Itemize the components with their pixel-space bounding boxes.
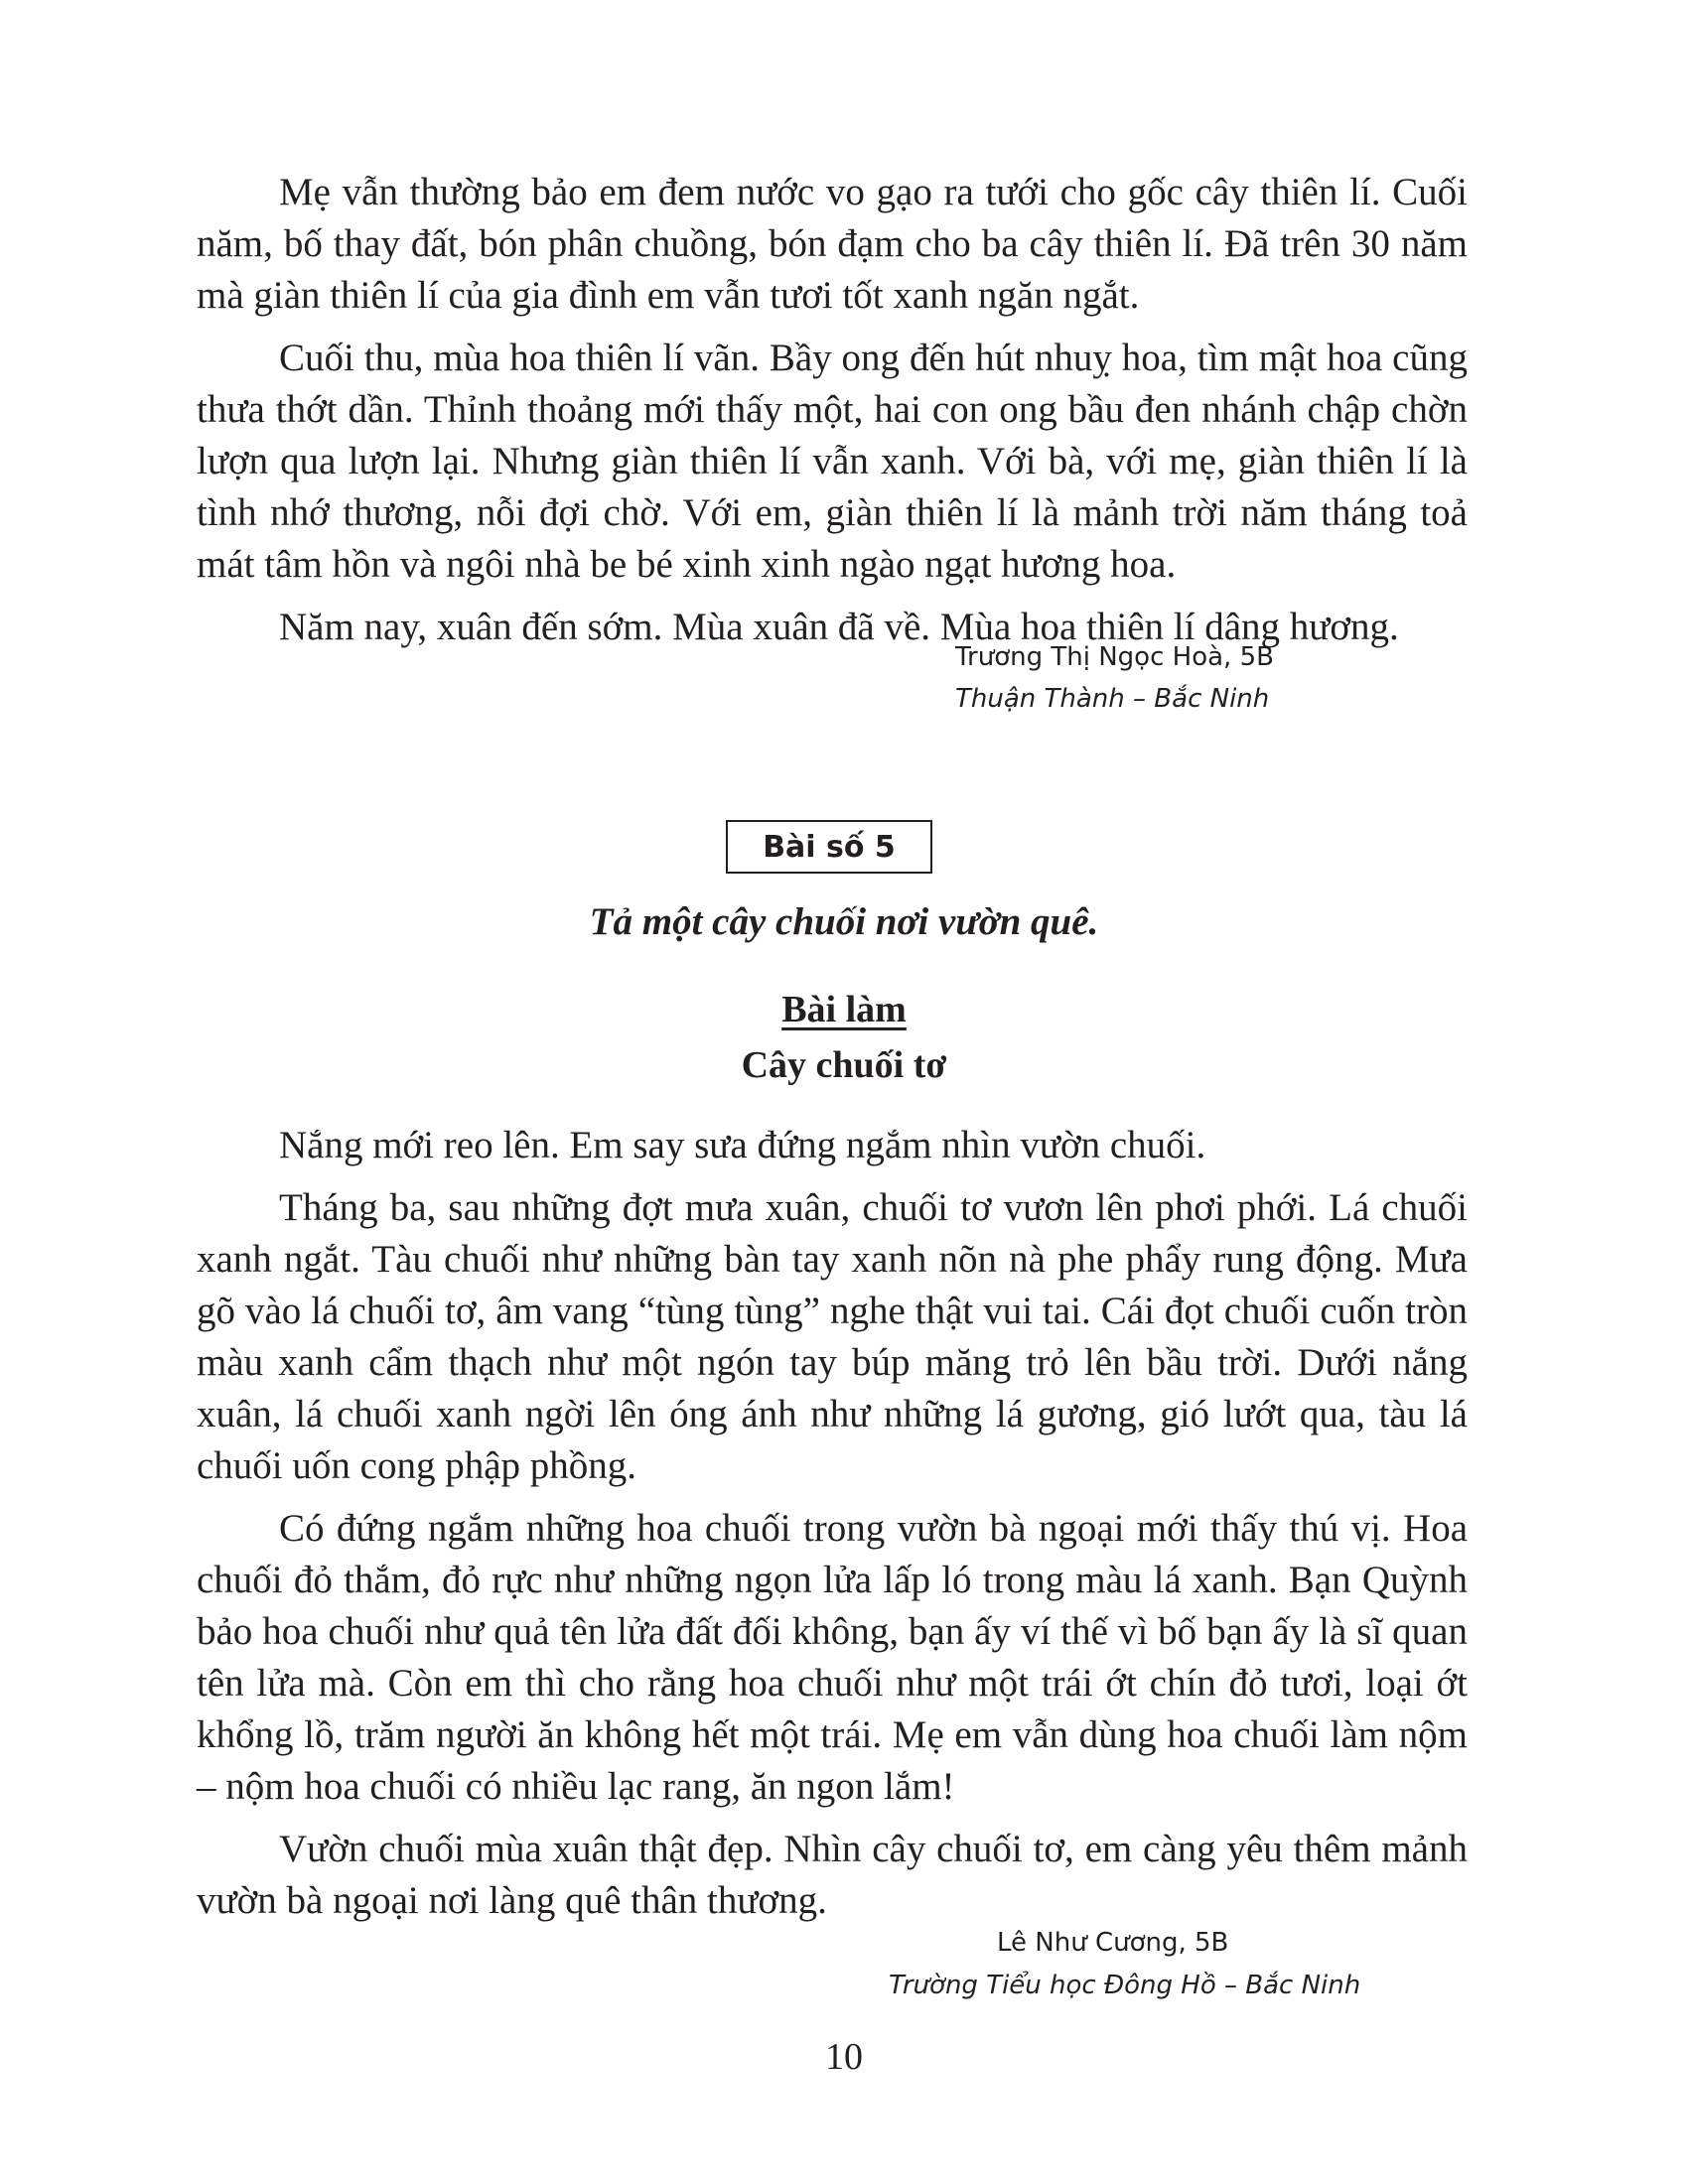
essay-2-paragraph: Có đứng ngắm những hoa chuối trong vườn bà ngoại mới thấy thú vị. Hoa chuối đỏ thắm, đỏ rực như những ngọn lửa lấp ló trong màu lá xanh. Bạn Quỳnh bảo hoa chuối như quả tên lửa đất đối không, bạn ấy ví thế vì bố bạn ấy là sĩ quan tên lửa mà. Còn em thì cho rằng hoa chuối như một trái ớt chín đỏ tươi, loại ớt khổng lồ, trăm người ăn không hết một trái. Mẹ em vẫn dùng hoa chuối làm nộm – nộm hoa chuối có nhiều lạc rang, ăn ngon lắm! <box>197 1507 1468 1808</box>
essay-1-author: Trương Thị Ngọc Hoà, 5B <box>955 642 1274 672</box>
essay-2-author: Lê Như Cương, 5B <box>997 1928 1229 1958</box>
essay-1-location: Thuận Thành – Bắc Ninh <box>955 684 1270 714</box>
exercise-label-box <box>726 820 932 874</box>
essay-1-body <box>197 167 1468 664</box>
essay-2-paragraph: Vườn chuối mùa xuân thật đẹp. Nhìn cây chuối tơ, em càng yêu thêm mảnh vườn bà ngoại nơi làng quê thân thương. <box>197 1828 1468 1922</box>
essay-1-paragraph: Năm nay, xuân đến sớm. Mùa xuân đã về. Mùa hoa thiên lí dâng hương. <box>279 606 1399 648</box>
essay-1-paragraph: Cuối thu, mùa hoa thiên lí vãn. Bầy ong đến hút nhuỵ hoa, tìm mật hoa cũng thưa thớt dần. Thỉnh thoảng mới thấy một, hai con ong bầu đen nhánh chập chờn lượn qua lượn lại. Nhưng giàn thiên lí vẫn xanh. Với bà, với mẹ, giàn thiên lí là tình nhớ thương, nỗi đợi chờ. Với em, giàn thiên lí là mảnh trời năm tháng toả mát tâm hồn và ngôi nhà be bé xinh xinh ngào ngạt hương hoa. <box>197 337 1468 586</box>
essay-2-location: Trường Tiểu học Đông Hồ – Bắc Ninh <box>889 1971 1361 2000</box>
essay-1-paragraph: Mẹ vẫn thường bảo em đem nước vo gạo ra tưới cho gốc cây thiên lí. Cuối năm, bố thay đất, bón phân chuồng, bón đạm cho ba cây thiên lí. Đã trên 30 năm mà giàn thiên lí của gia đình em vẫn tươi tốt xanh ngăn ngắt. <box>197 171 1468 317</box>
essay-2-body <box>197 1120 1468 1938</box>
exercise-prompt: Tả một cây chuối nơi vườn quê. <box>589 900 1099 943</box>
essay-2-paragraph: Nắng mới reo lên. Em say sưa đứng ngắm nhìn vườn chuối. <box>279 1124 1206 1166</box>
essay-2-paragraph: Tháng ba, sau những đợt mưa xuân, chuối tơ vươn lên phơi phới. Lá chuối xanh ngắt. Tàu chuối như những bàn tay xanh nõn nà phe phẩy rung động. Mưa gõ vào lá chuối tơ, âm vang “tùng tùng” nghe thật vui tai. Cái đọt chuối cuốn tròn màu xanh cẩm thạch như một ngón tay búp măng trỏ lên bầu trời. Dưới nắng xuân, lá chuối xanh ngời lên óng ánh như những lá gương, gió lướt qua, tàu lá chuối uốn cong phập phồng. <box>197 1186 1468 1487</box>
page-number: 10 <box>825 2036 863 2078</box>
answer-heading: Bài làm <box>781 989 907 1030</box>
essay-title: Cây chuối tơ <box>741 1044 947 1086</box>
exercise-label: Bài số 5 <box>763 829 896 865</box>
